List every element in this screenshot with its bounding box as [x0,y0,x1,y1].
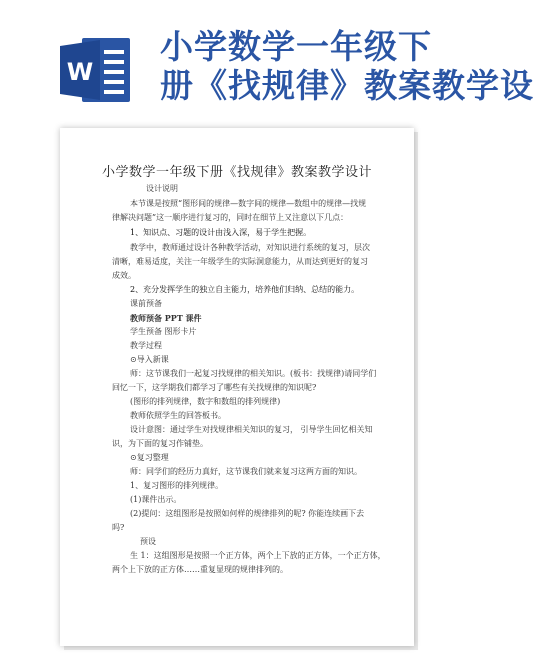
document-title: 小学数学一年级下册《找规律》教案教学设计 [101,165,372,180]
paragraph-line: 预设 [140,537,156,546]
teacher-preparation: 教师预备 PPT 课件 [130,313,202,323]
paragraph-line: 清晰，难易适度，关注一年级学生的实际洞意能力，从而达到更好的复习 [112,257,368,266]
paragraph-line: (图形的排列规律，数字和数组的排列规律) [130,397,281,406]
subsection-heading-review: ⊙复习整理 [130,453,169,462]
paragraph-line: 生 1：这组图形是按照一个正方体，两个上下放的正方体，一个正方体， [130,551,386,560]
word-document-icon [60,38,130,102]
paragraph-line: 本节课是按照“图形间的规律—数字间的规律—数组中的规律—找规 [130,199,367,208]
paragraph-line: 识，为下面的复习作铺垫。 [112,439,208,448]
paragraph-line: 回忆一下，这学期我们都学习了哪些有关找规律的知识呢? [112,383,317,392]
paragraph-line: 师：这节课我们一起复习找规律的相关知识。(板书：找规律)请同学们 [130,369,377,378]
list-item: 2、充分发挥学生的独立自主能力，培养他们归纳、总结的能力。 [130,285,360,294]
list-item: (1)课件出示。 [130,495,182,504]
section-heading-preparation: 课前预备 [130,299,162,308]
banner-title-line-2: 册《找规律》教案教学设 [160,66,534,105]
paragraph-line: 两个上下放的正方体……重复显现的规律排列的。 [112,565,288,574]
paragraph-line: 吗? [112,523,125,532]
paragraph-line: 成效。 [112,271,136,280]
list-item: 1、知识点、习题的设计由浅入深，易于学生把握。 [130,228,312,237]
svg-text:W: W [66,58,94,86]
banner-title-line-1: 小学数学一年级下 [160,27,432,66]
document-page [60,128,414,646]
student-preparation: 学生预备 图形卡片 [130,327,197,336]
section-heading-process: 教学过程 [130,341,162,350]
list-item: 1、复习图形的排列规律。 [130,481,224,490]
subsection-heading-intro: ⊙导入新课 [130,355,169,364]
paragraph-line: 教学中，教师通过设计各种教学活动，对知识进行系统的复习，层次 [130,243,370,252]
paragraph-line: 律解决问题”这一顺序进行复习的，同时在细节上又注意以下几点： [112,213,349,222]
list-item: (2)提问：这组图形是按照如何样的规律排列的呢? 你能连续画下去 [130,509,365,518]
section-heading-design-notes: 设计说明 [146,184,178,193]
paragraph-line: 师：同学们的经历力真好，这节课我们就来复习这两方面的知识。 [130,467,362,476]
paragraph-line: 教师依照学生的回答板书。 [130,411,226,420]
paragraph-line: 设计意图：通过学生对找规律相关知识的复习， 引导学生回忆相关知 [130,425,373,434]
